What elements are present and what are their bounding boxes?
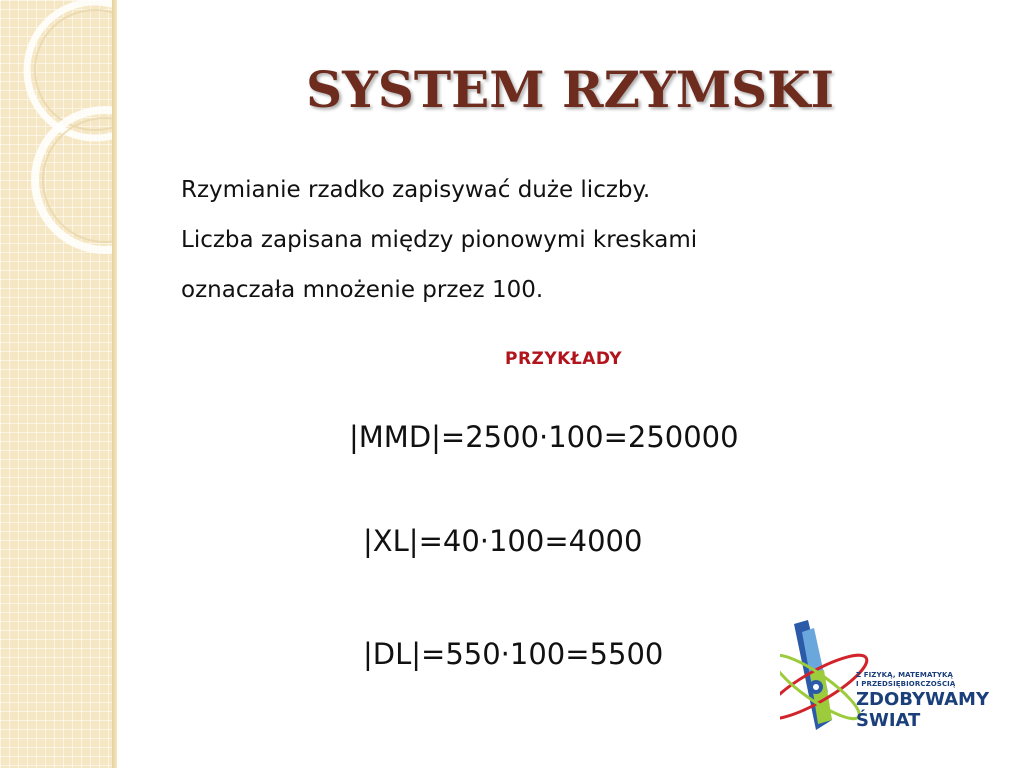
side-panel-border	[112, 0, 117, 768]
body-line-1: Rzymianie rzadko zapisywać duże liczby.	[181, 177, 651, 203]
body-line-3: oznaczała mnożenie przez 100.	[181, 277, 544, 303]
logo-line-3: ZDOBYWAMY	[856, 689, 989, 710]
body-line-2: Liczba zapisana między pionowymi kreskami	[181, 227, 698, 253]
slide-title: SYSTEM RZYMSKI	[305, 60, 835, 119]
logo-text	[856, 671, 989, 731]
example-2: |XL|=40·100=4000	[363, 524, 643, 558]
logo-line-1: Z FIZYKĄ, MATEMATYKĄ	[856, 671, 954, 679]
logo-line-4: ŚWIAT	[856, 710, 921, 731]
decorative-circles	[0, 0, 112, 768]
logo-line-2: I PRZEDSIĘBIORCZOŚCIĄ	[856, 680, 956, 688]
body-text	[181, 172, 697, 322]
example-3: |DL|=550·100=5500	[363, 637, 664, 671]
examples-heading: PRZYKŁADY	[505, 349, 623, 369]
side-decoration-panel	[0, 0, 112, 768]
example-1: |MMD|=2500·100=250000	[349, 420, 739, 454]
